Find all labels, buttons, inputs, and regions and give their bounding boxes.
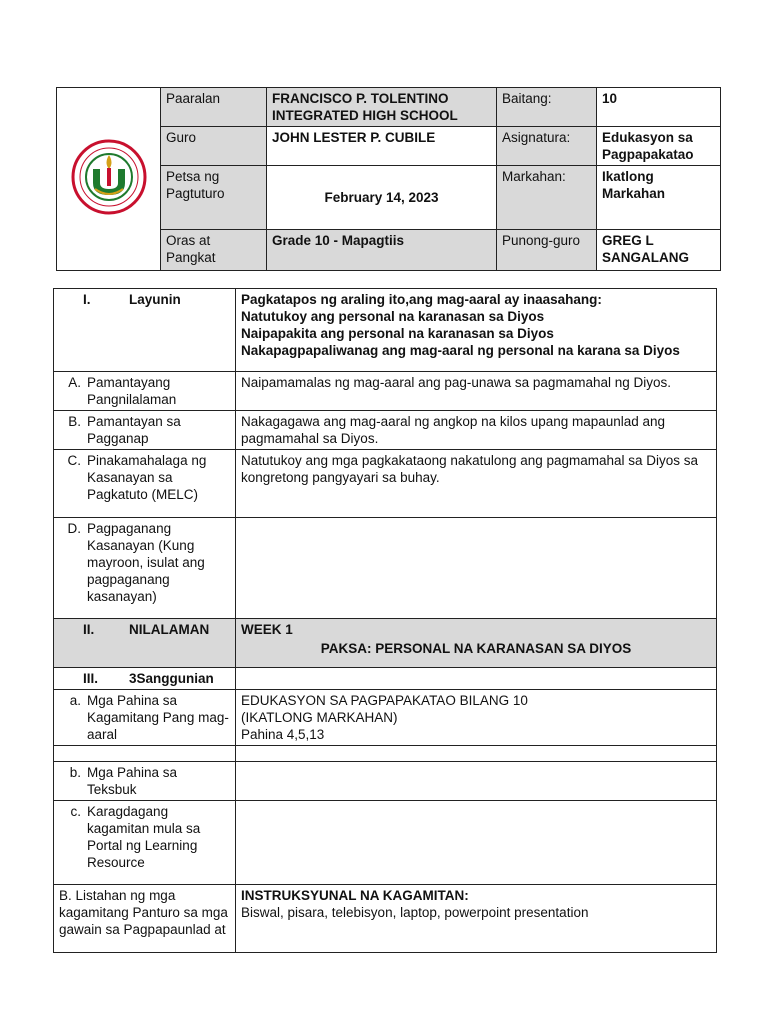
punong-label: Punong-guro: [497, 230, 597, 271]
spacer-row-left: [54, 746, 236, 762]
layunin-heading: I. Layunin: [54, 289, 236, 372]
paksa-title: PAKSA: PERSONAL NA KARANASAN SA DIYOS: [320, 641, 632, 656]
baitang-value: 10: [597, 88, 721, 127]
pagpaganang-kasanayan-value: [236, 518, 717, 619]
melc-label: C. Pinakamahalaga ng Kasanayan sa Pagkatuto (MELC): [54, 450, 236, 518]
guro-label: Guro: [161, 127, 267, 166]
paaralan-label: Paaralan: [161, 88, 267, 127]
kagamitang-pang-mag-aaral-value: EDUKASYON SA PAGPAPAKATAO BILANG 10 (IKATLONG MARKAHAN) Pahina 4,5,13: [236, 690, 717, 746]
sanggunian-empty: [236, 668, 717, 690]
asignatura-value: Edukasyon sa Pagpapakatao: [597, 127, 721, 166]
petsa-label: Petsa ng Pagtuturo: [161, 166, 267, 230]
layunin-content: Pagkatapos ng araling ito,ang mag-aaral ay inaasahang: Natutukoy ang personal na karanasan sa Diyos Naipapakita ang personal na karanasan sa Diyos Nakapagpapaliwanag ang mag-aaral ng personal na karana sa Diyos: [236, 289, 717, 372]
petsa-value: February 14, 2023: [267, 166, 497, 230]
melc-value: Natutukoy ang mga pagkakataong nakatulong ang pagmamahal sa Diyos sa kongretong pangyayari sa buhay.: [236, 450, 717, 518]
teksbuk-label: b. Mga Pahina sa Teksbuk: [54, 762, 236, 801]
oras-value: Grade 10 - Mapagtiis: [267, 230, 497, 271]
listahan-value: [236, 885, 717, 953]
markahan-value: Ikatlong Markahan: [597, 166, 721, 230]
instruksyunal-list: Biswal, pisara, telebisyon, laptop, powerpoint presentation: [241, 905, 589, 920]
nilalaman-heading: II. NILALAMAN: [54, 619, 236, 668]
nilalaman-content: [236, 619, 717, 668]
pamantayang-pangnilalaman-label: A. Pamantayang Pangnilalaman: [54, 372, 236, 411]
markahan-label: Markahan:: [497, 166, 597, 230]
guro-value: JOHN LESTER P. CUBILE: [267, 127, 497, 166]
asignatura-label: Asignatura:: [497, 127, 597, 166]
pagpaganang-kasanayan-label: D. Pagpaganang Kasanayan (Kung mayroon, isulat ang pagpaganang kasanayan): [54, 518, 236, 619]
instruksyunal-title: INSTRUKSYUNAL NA KAGAMITAN:: [241, 888, 469, 903]
pamantayan-sa-pagganap-value: Nakagagawa ang mag-aaral ng angkop na kilos upang mapaunlad ang pagmamahal sa Diyos.: [236, 411, 717, 450]
pamantayang-pangnilalaman-value: Naipamamalas ng mag-aaral ang pag-unawa sa pagmamahal ng Diyos.: [236, 372, 717, 411]
spacer-row-right: [236, 746, 717, 762]
lesson-plan-table: [53, 288, 717, 953]
logo-cell: [57, 88, 161, 271]
teksbuk-value: [236, 762, 717, 801]
baitang-label: Baitang:: [497, 88, 597, 127]
paaralan-value: FRANCISCO P. TOLENTINO INTEGRATED HIGH SCHOOL: [267, 88, 497, 127]
pamantayan-sa-pagganap-label: B. Pamantayan sa Pagganap: [54, 411, 236, 450]
week-label: WEEK 1: [241, 622, 293, 637]
punong-value: GREG L SANGALANG: [597, 230, 721, 271]
header-table: [56, 87, 721, 271]
portal-value: [236, 801, 717, 885]
portal-label: c. Karagdagang kagamitan mula sa Portal ng Learning Resource: [54, 801, 236, 885]
kagamitang-pang-mag-aaral-label: a. Mga Pahina sa Kagamitang Pang mag-aaral: [54, 690, 236, 746]
oras-label: Oras at Pangkat: [161, 230, 267, 271]
listahan-label: B. Listahan ng mga kagamitang Panturo sa mga gawain sa Pagpapaunlad at: [54, 885, 236, 953]
school-seal-icon: [71, 139, 147, 215]
sanggunian-heading: III. 3Sanggunian: [54, 668, 236, 690]
